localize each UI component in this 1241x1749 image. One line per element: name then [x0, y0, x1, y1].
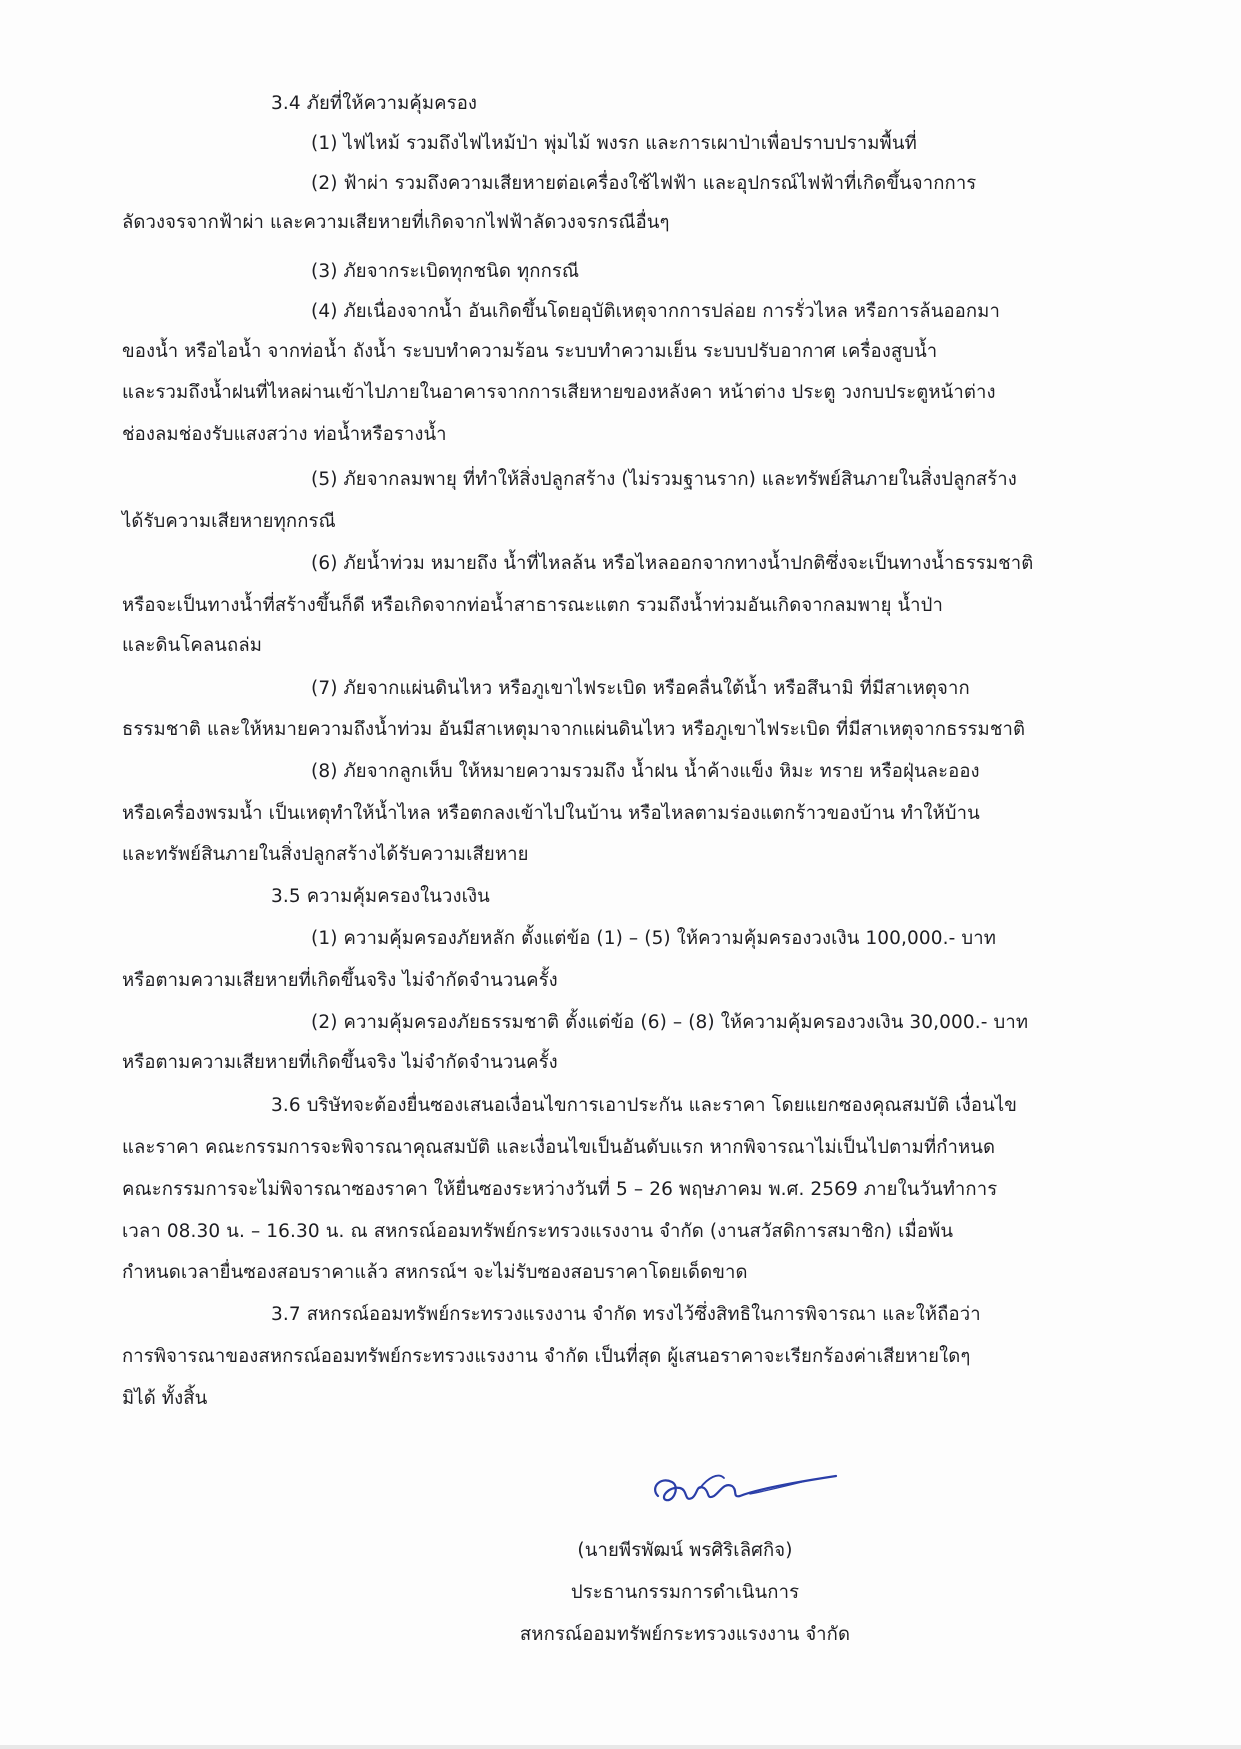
section-3-6-cont-4: กำหนดเวลายื่นซองสอบราคาแล้ว สหกรณ์ฯ จะไม่รับซองสอบราคาโดยเด็ดขาด: [122, 1262, 748, 1283]
page-bottom-edge: [0, 1745, 1241, 1749]
item-3-4-6: (6) ภัยน้ำท่วม หมายถึง น้ำที่ไหลล้น หรือไหลออกจากทางน้ำปกติซึ่งจะเป็นทางน้ำธรรมชาติ: [311, 553, 1034, 574]
item-3-5-2-cont: หรือตามความเสียหายที่เกิดขึ้นจริง ไม่จำกัดจำนวนครั้ง: [122, 1052, 558, 1073]
item-3-4-2: (2) ฟ้าผ่า รวมถึงความเสียหายต่อเครื่องใช้ไฟฟ้า และอุปกรณ์ไฟฟ้าที่เกิดขึ้นจากการ: [311, 173, 977, 194]
item-3-4-4-cont-3: ช่องลมช่องรับแสงสว่าง ท่อน้ำหรือรางน้ำ: [122, 424, 447, 445]
item-3-5-1: (1) ความคุ้มครองภัยหลัก ตั้งแต่ข้อ (1) – (5) ให้ความคุ้มครองวงเงิน 100,000.- บาท: [311, 928, 997, 949]
item-3-5-2: (2) ความคุ้มครองภัยธรรมชาติ ตั้งแต่ข้อ (6) – (8) ให้ความคุ้มครองวงเงิน 30,000.- บาท: [311, 1012, 1029, 1033]
signatory-name: (นายพีรพัฒน์ พรศิริเลิศกิจ): [577, 1540, 793, 1561]
item-3-4-4: (4) ภัยเนื่องจากน้ำ อันเกิดขึ้นโดยอุบัติเหตุจากการปล่อย การรั่วไหล หรือการล้นออกมา: [311, 301, 1000, 322]
handwritten-signature: [640, 1458, 840, 1518]
item-3-4-4-cont-2: และรวมถึงน้ำฝนที่ไหลผ่านเข้าไปภายในอาคารจากการเสียหายของหลังคา หน้าต่าง ประตู วงกบประตูหน้าต่าง: [122, 382, 996, 403]
item-3-4-8-cont-2: และทรัพย์สินภายในสิ่งปลูกสร้างได้รับความเสียหาย: [122, 844, 529, 865]
section-3-6-cont-2: คณะกรรมการจะไม่พิจารณาซองราคา ให้ยื่นซองระหว่างวันที่ 5 – 26 พฤษภาคม พ.ศ. 2569 ภายในวันทำการ: [122, 1179, 998, 1200]
item-3-4-8: (8) ภัยจากลูกเห็บ ให้หมายความรวมถึง น้ำฝน น้ำค้างแข็ง หิมะ ทราย หรือฝุ่นละออง: [311, 761, 980, 782]
signatory-organization: สหกรณ์ออมทรัพย์กระทรวงแรงงาน จำกัด: [519, 1624, 851, 1645]
item-3-4-2-cont: ลัดวงจรจากฟ้าผ่า และความเสียหายที่เกิดจากไฟฟ้าลัดวงจรกรณีอื่นๆ: [122, 212, 670, 233]
section-3-7: 3.7 สหกรณ์ออมทรัพย์กระทรวงแรงงาน จำกัด ทรงไว้ซึ่งสิทธิในการพิจารณา และให้ถือว่า: [271, 1304, 981, 1325]
section-3-7-cont-1: การพิจารณาของสหกรณ์ออมทรัพย์กระทรวงแรงงาน จำกัด เป็นที่สุด ผู้เสนอราคาจะเรียกร้องค่าเสียหายใดๆ: [122, 1346, 971, 1367]
item-3-4-7-cont: ธรรมชาติ และให้หมายความถึงน้ำท่วม อันมีสาเหตุมาจากแผ่นดินไหว หรือภูเขาไฟระเบิด ที่มีสาเหตุจากธรรมชาติ: [122, 719, 1026, 740]
item-3-4-5: (5) ภัยจากลมพายุ ที่ทำให้สิ่งปลูกสร้าง (ไม่รวมฐานราก) และทรัพย์สินภายในสิ่งปลูกสร้าง: [311, 469, 1017, 490]
item-3-4-4-cont-1: ของน้ำ หรือไอน้ำ จากท่อน้ำ ถังน้ำ ระบบทำความร้อน ระบบทำความเย็น ระบบปรับอากาศ เครื่องสูบน้ำ: [122, 341, 938, 362]
item-3-4-5-cont: ได้รับความเสียหายทุกกรณี: [122, 511, 336, 532]
section-3-5-heading: 3.5 ความคุ้มครองในวงเงิน: [271, 886, 490, 907]
item-3-5-1-cont: หรือตามความเสียหายที่เกิดขึ้นจริง ไม่จำกัดจำนวนครั้ง: [122, 970, 558, 991]
signatory-position: ประธานกรรมการดำเนินการ: [570, 1582, 800, 1603]
section-3-6-cont-3: เวลา 08.30 น. – 16.30 น. ณ สหกรณ์ออมทรัพย์กระทรวงแรงงาน จำกัด (งานสวัสดิการสมาชิก) เมื่อพ้น: [122, 1221, 954, 1242]
section-3-6: 3.6 บริษัทจะต้องยื่นซองเสนอเงื่อนไขการเอาประกัน และราคา โดยแยกซองคุณสมบัติ เงื่อนไข: [271, 1095, 1017, 1116]
item-3-4-3: (3) ภัยจากระเบิดทุกชนิด ทุกกรณี: [311, 261, 580, 282]
section-3-6-cont-1: และราคา คณะกรรมการจะพิจารณาคุณสมบัติ และเงื่อนไขเป็นอันดับแรก หากพิจารณาไม่เป็นไปตามที่กำหนด: [122, 1137, 996, 1158]
item-3-4-8-cont-1: หรือเครื่องพรมน้ำ เป็นเหตุทำให้น้ำไหล หรือตกลงเข้าไปในบ้าน หรือไหลตามร่องแตกร้าวของบ้าน ทำให้บ้าน: [122, 803, 980, 824]
section-3-7-cont-2: มิได้ ทั้งสิ้น: [122, 1388, 208, 1409]
item-3-4-7: (7) ภัยจากแผ่นดินไหว หรือภูเขาไฟระเบิด หรือคลื่นใต้น้ำ หรือสึนามิ ที่มีสาเหตุจาก: [311, 678, 970, 699]
item-3-4-1: (1) ไฟไหม้ รวมถึงไฟไหม้ป่า พุ่มไม้ พงรก และการเผาป่าเพื่อปราบปรามพื้นที่: [311, 133, 917, 154]
item-3-4-6-cont-1: หรือจะเป็นทางน้ำที่สร้างขึ้นก็ดี หรือเกิดจากท่อน้ำสาธารณะแตก รวมถึงน้ำท่วมอันเกิดจากลมพายุ น้ำป่า: [122, 595, 943, 616]
item-3-4-6-cont-2: และดินโคลนถล่ม: [122, 635, 263, 656]
section-3-4-heading: 3.4 ภัยที่ให้ความคุ้มครอง: [271, 93, 478, 114]
